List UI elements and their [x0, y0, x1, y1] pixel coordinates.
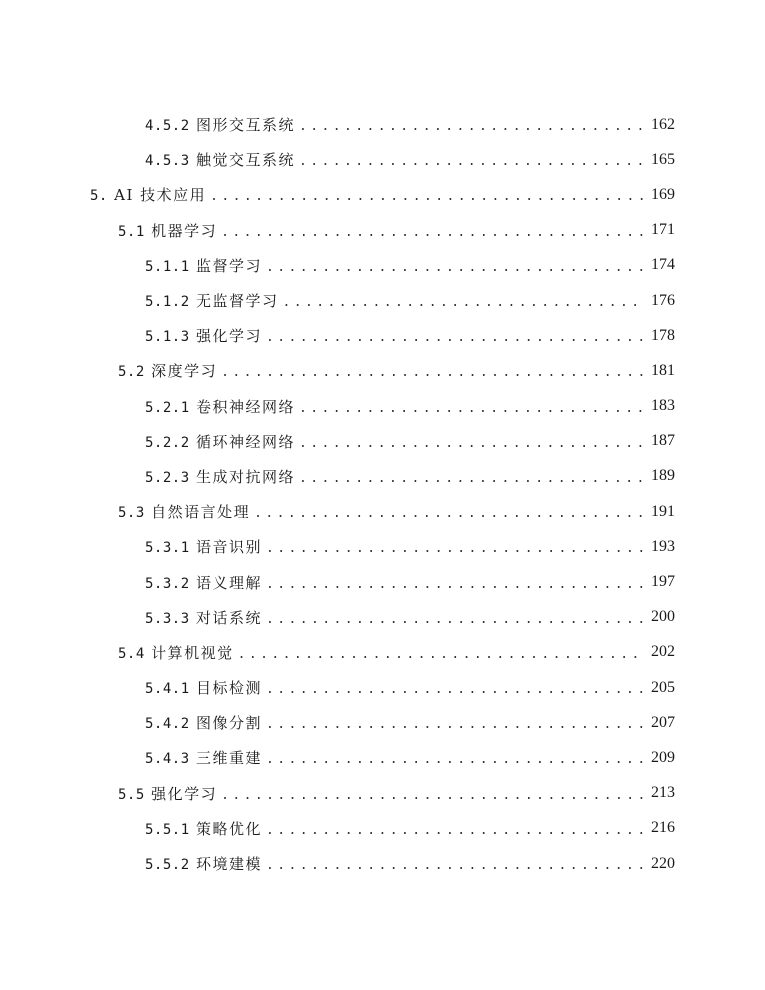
toc-entry-page: 193	[651, 537, 675, 555]
toc-entry-number: 4.5.3	[145, 153, 190, 170]
toc-entry[interactable]	[0, 811, 765, 846]
toc-entry-page: 169	[651, 185, 675, 203]
toc-entry-label	[145, 572, 262, 593]
toc-entry-number: 5.3.1	[145, 540, 190, 557]
toc-dot-leader	[221, 789, 643, 802]
toc-entry-label	[145, 290, 278, 311]
toc-dot-leader	[254, 507, 643, 520]
toc-entry-page: 181	[651, 361, 675, 379]
toc-entry[interactable]	[0, 494, 765, 529]
toc-dot-leader	[266, 261, 643, 274]
toc-dot-leader	[266, 542, 643, 555]
toc-entry-title: AI 技术应用	[114, 186, 207, 205]
toc-entry[interactable]	[0, 318, 765, 353]
toc-entry-title: 计算机视觉	[151, 643, 234, 662]
toc-entry-number: 5.4.1	[145, 681, 190, 698]
toc-entry[interactable]	[0, 248, 765, 283]
toc-entry-number: 5.1	[118, 223, 145, 240]
toc-dot-leader	[221, 226, 643, 239]
toc-entry-number: 5.2.3	[145, 469, 190, 486]
toc-entry-number: 5.3.3	[145, 610, 190, 627]
toc-entry-page: 174	[651, 256, 675, 274]
toc-entry[interactable]	[0, 213, 765, 248]
toc-entry-number: 5.2.2	[145, 434, 190, 451]
toc-entry-page: 176	[651, 291, 675, 309]
table-of-contents	[0, 107, 765, 881]
toc-entry-page: 189	[651, 467, 675, 485]
toc-entry-title: 强化学习	[151, 784, 218, 803]
toc-entry[interactable]	[0, 846, 765, 881]
toc-entry-page: 191	[651, 502, 675, 520]
toc-entry-number: 5.2	[118, 364, 145, 381]
toc-entry-number: 5.5	[118, 786, 145, 803]
toc-entry-page: 216	[651, 819, 675, 837]
toc-entry-title: 目标检测	[195, 679, 262, 698]
toc-entry-title: 触觉交互系统	[195, 151, 295, 170]
toc-entry[interactable]	[0, 670, 765, 705]
toc-entry-number: 5.	[90, 188, 108, 205]
toc-entry-title: 图形交互系统	[195, 116, 295, 135]
toc-dot-leader	[266, 718, 643, 731]
toc-entry-title: 语义理解	[195, 573, 262, 592]
toc-entry-number: 5.5.1	[145, 821, 190, 838]
toc-entry-title: 无监督学习	[195, 292, 279, 311]
toc-entry-page: 213	[651, 784, 675, 802]
toc-dot-leader	[266, 331, 643, 344]
toc-entry[interactable]	[0, 107, 765, 142]
toc-dot-leader	[282, 296, 643, 309]
toc-entry-label	[118, 360, 217, 381]
toc-dot-leader	[221, 366, 643, 379]
toc-entry[interactable]	[0, 564, 765, 599]
toc-entry[interactable]	[0, 424, 765, 459]
toc-entry-title: 环境建模	[195, 855, 262, 874]
toc-entry-page: 178	[651, 326, 675, 344]
toc-dot-leader	[299, 120, 643, 133]
toc-entry-title: 自然语言处理	[151, 503, 251, 522]
toc-entry-page: 183	[651, 397, 675, 415]
toc-entry-page: 165	[651, 150, 675, 168]
toc-entry[interactable]	[0, 740, 765, 775]
toc-entry-label	[145, 149, 295, 170]
toc-entry-label	[118, 783, 217, 804]
toc-entry-label	[118, 220, 217, 241]
toc-entry-page: 209	[651, 748, 675, 766]
toc-entry-number: 5.4.3	[145, 751, 190, 768]
toc-entry-title: 深度学习	[151, 362, 218, 381]
toc-entry-label	[145, 466, 295, 487]
toc-entry-number: 5.4.2	[145, 716, 190, 733]
toc-entry[interactable]	[0, 459, 765, 494]
toc-entry[interactable]	[0, 529, 765, 564]
toc-entry-page: 200	[651, 608, 675, 626]
toc-entry-page: 187	[651, 432, 675, 450]
toc-entry-label	[145, 325, 262, 346]
toc-entry-label	[145, 396, 295, 417]
toc-entry-number: 4.5.2	[145, 118, 190, 135]
toc-entry-title: 生成对抗网络	[195, 467, 295, 486]
toc-entry-label	[145, 818, 262, 839]
toc-entry-page: 197	[651, 573, 675, 591]
toc-entry-label	[145, 747, 262, 768]
toc-entry-title: 机器学习	[151, 221, 218, 240]
toc-entry-number: 5.3	[118, 505, 145, 522]
toc-dot-leader	[210, 190, 643, 203]
toc-dot-leader	[299, 472, 643, 485]
toc-entry-title: 对话系统	[195, 608, 262, 627]
toc-entry[interactable]	[0, 600, 765, 635]
toc-entry-page: 220	[651, 854, 675, 872]
toc-entry-title: 三维重建	[195, 749, 262, 768]
toc-entry-title: 卷积神经网络	[195, 397, 295, 416]
toc-dot-leader	[266, 753, 643, 766]
toc-entry-label	[145, 255, 262, 276]
toc-entry-number: 5.2.1	[145, 399, 190, 416]
toc-entry-label	[145, 536, 262, 557]
toc-entry[interactable]	[0, 283, 765, 318]
toc-entry-page: 171	[651, 221, 675, 239]
toc-dot-leader	[266, 578, 643, 591]
toc-entry-label	[145, 431, 295, 452]
toc-entry-page: 205	[651, 678, 675, 696]
toc-dot-leader	[238, 648, 643, 661]
toc-entry[interactable]	[0, 353, 765, 388]
toc-dot-leader	[299, 402, 643, 415]
toc-entry-label	[145, 677, 262, 698]
toc-entry[interactable]	[0, 705, 765, 740]
toc-entry-title: 循环神经网络	[195, 432, 295, 451]
toc-entry[interactable]	[0, 177, 765, 212]
toc-entry-number: 5.4	[118, 645, 145, 662]
toc-entry-page: 207	[651, 713, 675, 731]
toc-entry-label	[118, 642, 234, 663]
toc-entry-number: 5.1.3	[145, 329, 190, 346]
toc-entry-label	[145, 853, 262, 874]
toc-entry-title: 图像分割	[195, 714, 262, 733]
toc-entry[interactable]	[0, 635, 765, 670]
toc-entry-page: 202	[651, 643, 675, 661]
toc-entry-label	[145, 114, 295, 135]
toc-entry-title: 语音识别	[195, 538, 262, 557]
toc-entry-label	[118, 501, 250, 522]
toc-dot-leader	[299, 437, 643, 450]
toc-entry-number: 5.5.2	[145, 857, 190, 874]
toc-entry[interactable]	[0, 776, 765, 811]
toc-dot-leader	[299, 155, 643, 168]
toc-entry-label	[145, 712, 262, 733]
toc-entry-number: 5.1.1	[145, 258, 190, 275]
toc-dot-leader	[266, 859, 643, 872]
toc-entry-number: 5.1.2	[145, 294, 190, 311]
toc-entry[interactable]	[0, 142, 765, 177]
toc-entry-title: 策略优化	[195, 819, 262, 838]
toc-dot-leader	[266, 613, 643, 626]
toc-entry-title: 监督学习	[195, 256, 262, 275]
toc-entry[interactable]	[0, 389, 765, 424]
toc-entry-number: 5.3.2	[145, 575, 190, 592]
toc-entry-page: 162	[651, 115, 675, 133]
toc-dot-leader	[266, 824, 643, 837]
toc-dot-leader	[266, 683, 643, 696]
toc-entry-label	[145, 607, 262, 628]
toc-entry-label	[90, 184, 206, 205]
toc-entry-title: 强化学习	[195, 327, 262, 346]
